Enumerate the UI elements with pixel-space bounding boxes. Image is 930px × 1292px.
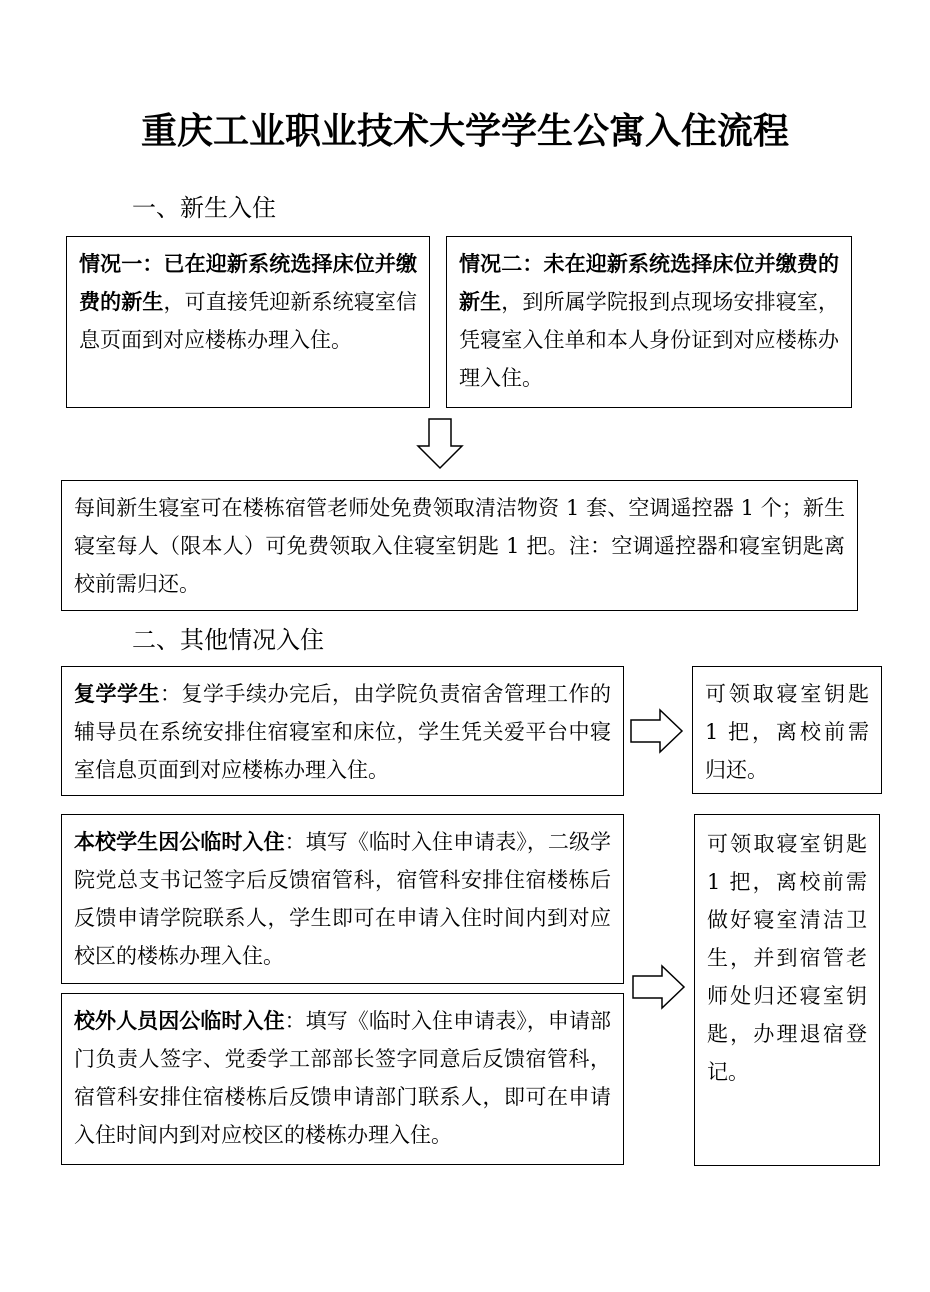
down-arrow-icon (416, 418, 464, 470)
page-title: 重庆工业职业技术大学学生公寓入住流程 (140, 111, 789, 152)
returning-lead: 复学学生 (74, 682, 160, 706)
internal-text: ：填写《临时入住申请表》，二级学院党总支书记签字后反馈宿管科，宿管科安排住宿楼栋后反馈申请学院联系人，学生即可在申请入住时间内到对应校区的楼栋办理入住。 (74, 830, 612, 968)
internal-lead: 本校学生因公临时入住 (74, 830, 285, 854)
case2-text: ，到所属学院报到点现场安排寝室，凭寝室入住单和本人身份证到对应楼栋办理入住。 (459, 290, 840, 390)
supplies-box (61, 480, 858, 611)
external-text: ：填写《临时入住申请表》，申请部门负责人签字、党委学工部部长签字同意后反馈宿管科，宿管科安排住宿楼栋后反馈申请部门联系人，即可在申请入住时间内到对应校区的楼栋办理入住。 (74, 1009, 612, 1147)
case1-box (66, 236, 430, 408)
section-heading-other-cases: 二、其他情况入住 (132, 626, 324, 654)
case2-lead: 情况二：未在迎新系统选择床位并缴费的新生 (459, 251, 839, 314)
supplies-text: 每间新生寝室可在楼栋宿管老师处免费领取清洁物资 1 套、空调遥控器 1 个；新生寝室每人（限本人）可免费领取入住寝室钥匙 1 把。注：空调遥控器和寝室钥匙离校前需归还。 (74, 496, 845, 596)
temp-result-text: 可领取寝室钥匙 1 把，离校前需做好寝室清洁卫生，并到宿管老师处归还寝室钥匙，办理退宿登记。 (707, 832, 867, 1084)
external-temp-box (61, 993, 624, 1165)
right-arrow-icon (632, 964, 686, 1010)
right-arrow-icon (630, 708, 684, 754)
section-heading-new-students: 一、新生入住 (132, 194, 276, 222)
case1-lead: 情况一：已在迎新系统选择床位并缴费的新生 (79, 251, 417, 314)
temp-result-box (694, 814, 880, 1166)
external-lead: 校外人员因公临时入住 (74, 1009, 285, 1033)
returning-box (61, 666, 624, 796)
returning-text: ：复学手续办完后，由学院负责宿舍管理工作的辅导员在系统安排住宿寝室和床位，学生凭关爱平台中寝室信息页面到对应楼栋办理入住。 (74, 682, 611, 782)
returning-result-text: 可领取寝室钥匙 1 把，离校前需归还。 (705, 682, 869, 782)
returning-result-box (692, 666, 882, 794)
case1-text: ，可直接凭迎新系统寝室信息页面到对应楼栋办理入住。 (79, 290, 418, 352)
case2-box (446, 236, 852, 408)
internal-temp-box (61, 814, 624, 984)
